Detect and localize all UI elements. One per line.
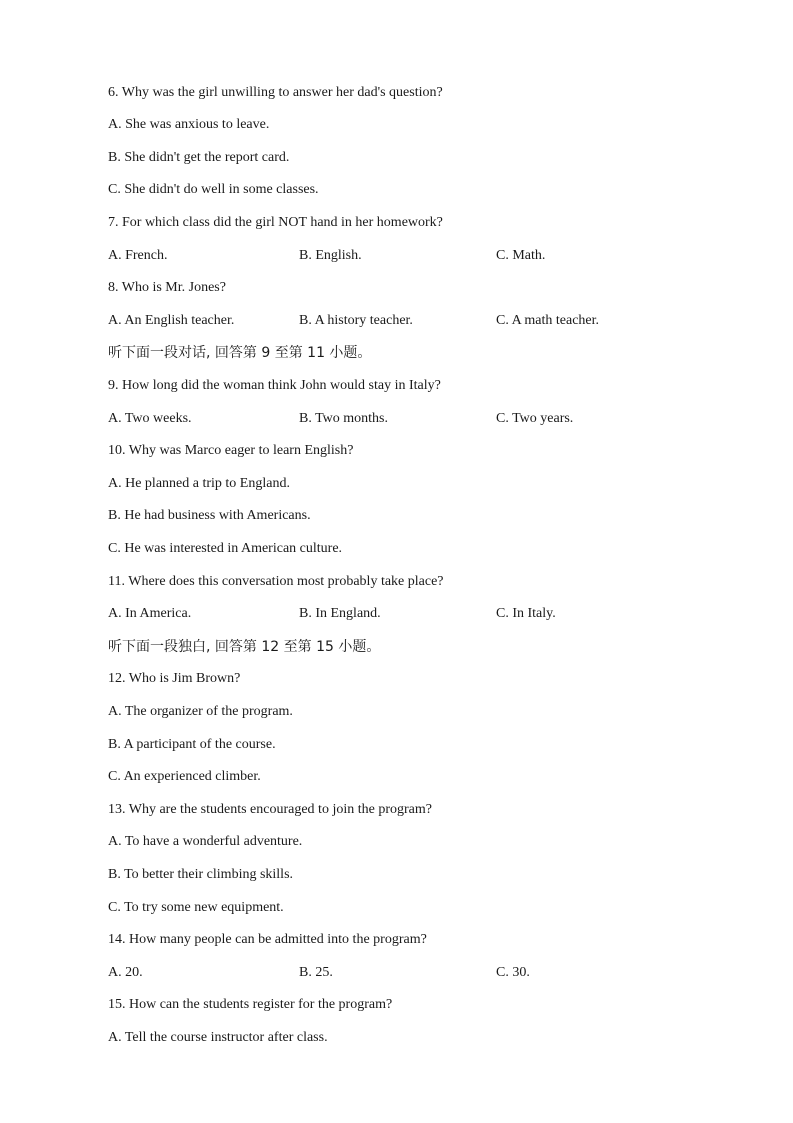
- question-6-option-c: C. She didn't do well in some classes.: [108, 182, 319, 197]
- question-13-option-a: A. To have a wonderful adventure.: [108, 834, 303, 849]
- question-12: 12. Who is Jim Brown?: [108, 671, 241, 686]
- question-10-option-c: C. He was interested in American culture.: [108, 541, 343, 556]
- question-10-option-b: B. He had business with Americans.: [108, 508, 311, 523]
- question-12-option-a: A. The organizer of the program.: [108, 704, 293, 719]
- question-8-options: [108, 310, 753, 332]
- question-14-options: [108, 962, 753, 984]
- question-11-option-a: A. In America.: [108, 606, 192, 621]
- question-7-options: [108, 245, 753, 267]
- question-14-option-b: B. 25.: [299, 965, 333, 980]
- question-8-option-c: C. A math teacher.: [496, 313, 600, 328]
- question-9-option-a: A. Two weeks.: [108, 411, 192, 426]
- question-8-option-a: A. An English teacher.: [108, 313, 235, 328]
- question-6-option-b: B. She didn't get the report card.: [108, 150, 290, 165]
- question-13: 13. Why are the students encouraged to join the program?: [108, 802, 432, 817]
- question-9-option-c: C. Two years.: [496, 411, 574, 426]
- question-7: 7. For which class did the girl NOT hand in her homework?: [108, 215, 443, 230]
- question-9-options: [108, 408, 753, 430]
- question-9: 9. How long did the woman think John would stay in Italy?: [108, 378, 441, 393]
- question-7-option-b: B. English.: [299, 248, 362, 263]
- question-11-option-c: C. In Italy.: [496, 606, 556, 621]
- question-6-option-a: A. She was anxious to leave.: [108, 117, 270, 132]
- question-12-option-c: C. An experienced climber.: [108, 769, 261, 784]
- question-11: 11. Where does this conversation most probably take place?: [108, 574, 444, 589]
- question-11-option-b: B. In England.: [299, 606, 381, 621]
- question-11-options: [108, 603, 753, 625]
- question-14-option-c: C. 30.: [496, 965, 530, 980]
- question-15: 15. How can the students register for the program?: [108, 997, 393, 1012]
- question-12-option-b: B. A participant of the course.: [108, 737, 276, 752]
- section-instruction-monologue: 听下面一段独白, 回答第 12 至第 15 小题。: [108, 639, 381, 655]
- question-8: 8. Who is Mr. Jones?: [108, 280, 226, 295]
- question-6: 6. Why was the girl unwilling to answer her dad's question?: [108, 85, 443, 100]
- question-8-option-b: B. A history teacher.: [299, 313, 413, 328]
- question-10-option-a: A. He planned a trip to England.: [108, 476, 290, 491]
- question-10: 10. Why was Marco eager to learn English?: [108, 443, 354, 458]
- question-13-option-c: C. To try some new equipment.: [108, 900, 284, 915]
- question-13-option-b: B. To better their climbing skills.: [108, 867, 294, 882]
- question-9-option-b: B. Two months.: [299, 411, 388, 426]
- question-15-option-a: A. Tell the course instructor after class.: [108, 1030, 328, 1045]
- question-14: 14. How many people can be admitted into the program?: [108, 932, 427, 947]
- question-14-option-a: A. 20.: [108, 965, 143, 980]
- question-7-option-c: C. Math.: [496, 248, 546, 263]
- question-7-option-a: A. French.: [108, 248, 168, 263]
- section-instruction-dialogue: 听下面一段对话, 回答第 9 至第 11 小题。: [108, 345, 372, 361]
